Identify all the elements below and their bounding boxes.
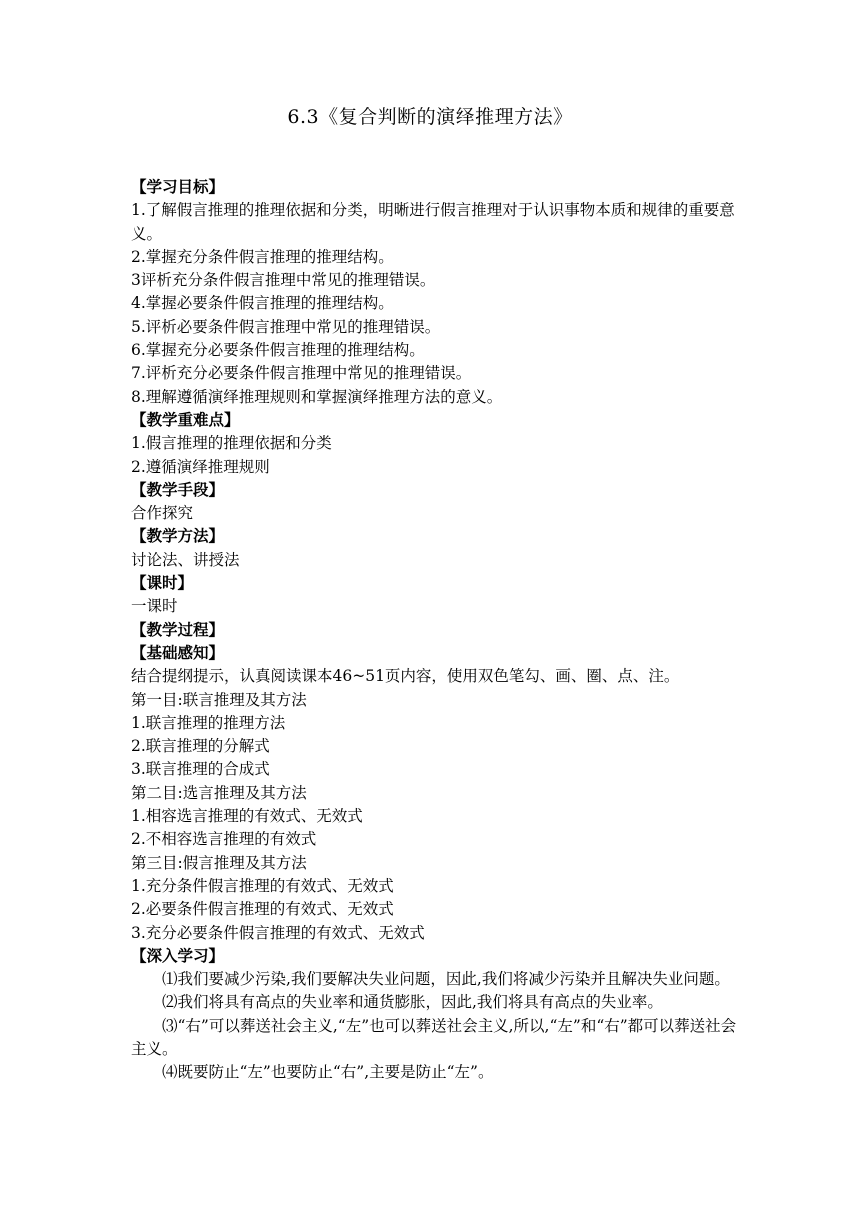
deep-item-3: ⑶“右”可以葬送社会主义,“左”也可以葬送社会主义,所以,“左”和“右”都可以葬送社会主义。 (131, 1016, 737, 1058)
basic-line-6: 1.相容选言推理的有效式、无效式 (131, 807, 363, 826)
basic-line-7: 2.不相容选言推理的有效式 (131, 830, 317, 849)
period-heading: 【课时】 (131, 574, 194, 593)
objective-item-6: 6.掌握充分必要条件假言推理的推理结构。 (131, 341, 425, 360)
means-text: 合作探究 (131, 504, 194, 523)
deep-item-4: ⑷既要防止“左”也要防止“右”,主要是防止“左”。 (162, 1063, 494, 1082)
key-point-item-2: 2.遵循演绎推理规则 (131, 457, 270, 476)
objective-item-1: 1.了解假言推理的推理依据和分类，明晰进行假言推理对于认识事物本质和规律的重要意义。 (131, 201, 735, 243)
key-points-heading: 【教学重难点】 (131, 410, 240, 429)
basic-line-9: 1.充分条件假言推理的有效式、无效式 (131, 876, 394, 895)
basic-line-1: 第一目:联言推理及其方法 (131, 690, 307, 709)
basic-heading: 【基础感知】 (131, 643, 225, 662)
key-point-item-1: 1.假言推理的推理依据和分类 (131, 434, 332, 453)
objective-item-4: 4.掌握必要条件假言推理的推理结构。 (131, 294, 394, 313)
deep-item-2: ⑵我们将具有高点的失业率和通货膨胀，因此,我们将具有高点的失业率。 (162, 993, 663, 1012)
basic-line-10: 2.必要条件假言推理的有效式、无效式 (131, 900, 394, 919)
basic-line-8: 第三目:假言推理及其方法 (131, 853, 307, 872)
objective-item-5: 5.评析必要条件假言推理中常见的推理错误。 (131, 317, 441, 336)
document-body (131, 176, 743, 1085)
document-title: 6.3《复合判断的演绎推理方法》 (287, 106, 573, 128)
period-text: 一课时 (131, 597, 178, 616)
deep-item-1: ⑴我们要减少污染,我们要解决失业问题，因此,我们将减少污染并且解决失业问题。 (162, 970, 730, 989)
methods-heading: 【教学方法】 (131, 527, 225, 546)
means-heading: 【教学手段】 (131, 480, 225, 499)
basic-line-3: 2.联言推理的分解式 (131, 737, 270, 756)
methods-text: 讨论法、讲授法 (131, 550, 240, 569)
basic-intro: 结合提纲提示，认真阅读课本46~51页内容，使用双色笔勾、画、圈、点、注。 (131, 667, 680, 686)
objective-item-8: 8.理解遵循演绎推理规则和掌握演绎推理方法的意义。 (131, 387, 503, 406)
objective-item-7: 7.评析充分必要条件假言推理中常见的推理错误。 (131, 364, 472, 383)
process-heading: 【教学过程】 (131, 620, 225, 639)
objectives-heading: 【学习目标】 (131, 178, 225, 196)
basic-line-4: 3.联言推理的合成式 (131, 760, 270, 779)
basic-line-2: 1.联言推理的推理方法 (131, 713, 286, 732)
basic-line-11: 3.充分必要条件假言推理的有效式、无效式 (131, 923, 425, 942)
deep-heading: 【深入学习】 (131, 946, 225, 965)
objective-item-3: 3评析充分条件假言推理中常见的推理错误。 (131, 271, 436, 290)
basic-line-5: 第二目:选言推理及其方法 (131, 783, 307, 802)
objective-item-2: 2.掌握充分条件假言推理的推理结构。 (131, 247, 394, 266)
